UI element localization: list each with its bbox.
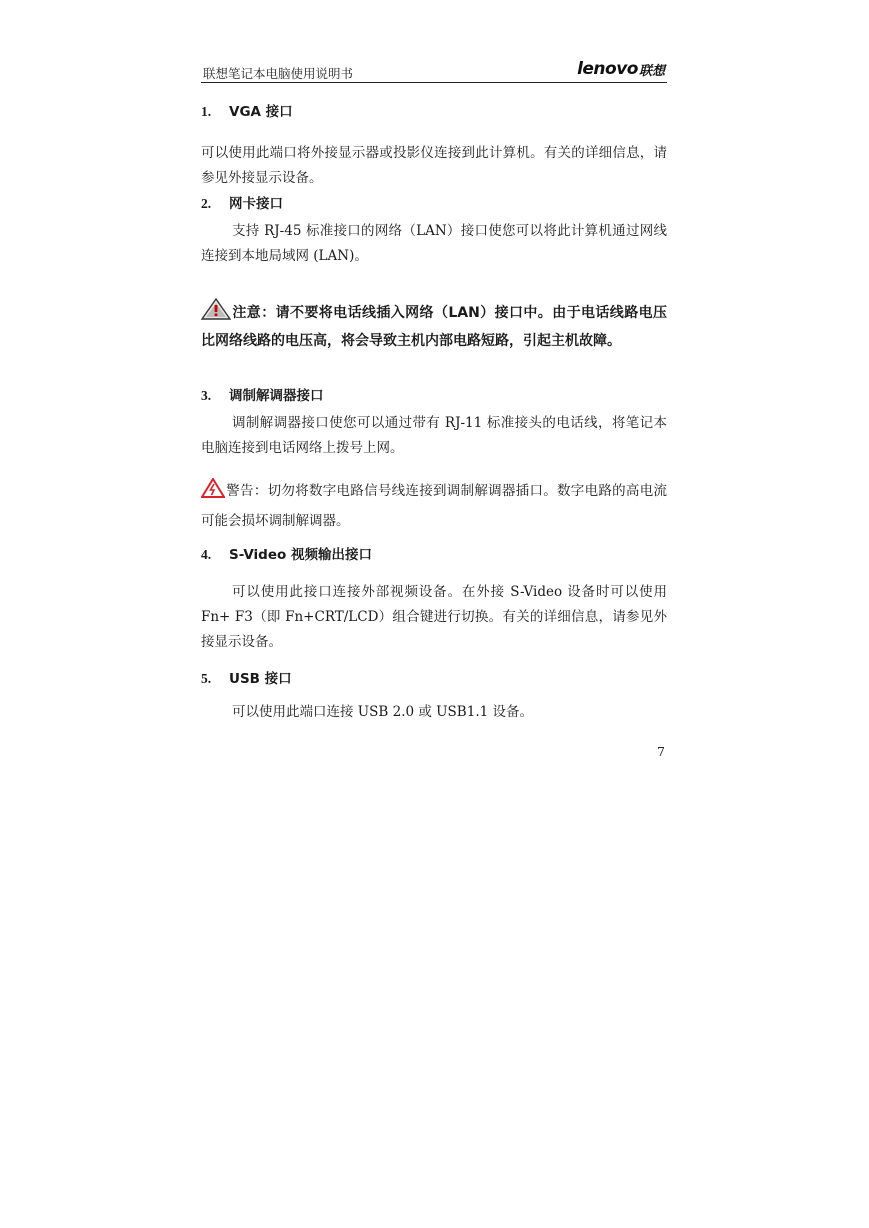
section-vga (201, 101, 667, 191)
high-voltage-warning-icon (201, 478, 225, 508)
section-title: 网卡接口 (229, 196, 283, 212)
warning-note (201, 478, 667, 535)
section-text: 可以使用此端口连接 USB 2.0 或 USB1.1 设备。 (232, 704, 533, 720)
lenovo-logo (577, 58, 665, 80)
section-svideo (201, 544, 667, 655)
section-number: 3. (201, 388, 212, 403)
section-lan (201, 193, 667, 269)
warning-text: 警告：切勿将数字电路信号线连接到调制解调器插口。数字电路的高电流可能会损坏调制解调器。 (201, 483, 667, 529)
caution-text: 注意：请不要将电话线插入网络（LAN）接口中。由于电话线路电压比网络线路的电压高，将会导致主机内部电路短路，引起主机故障。 (201, 305, 667, 349)
section-title: 调制解调器接口 (229, 388, 324, 404)
section-number: 5. (201, 671, 212, 686)
section-text: 可以使用此接口连接外部视频设备。在外接 S-Video 设备时可以使用 Fn+ F3（即 Fn+CRT/LCD）组合键进行切换。有关的详细信息，请参见外接显示设备。 (201, 584, 667, 650)
section-heading (201, 385, 667, 407)
header-title: 联想笔记本电脑使用说明书 (203, 66, 354, 81)
section-text: 支持 RJ-45 标准接口的网络（LAN）接口使您可以将此计算机通过网线连接到本地局域网 (LAN)。 (201, 223, 667, 264)
warning-text-block (201, 478, 667, 535)
section-number: 4. (201, 547, 212, 562)
section-number: 2. (201, 196, 212, 211)
section-text: 调制解调器接口使您可以通过带有 RJ-11 标准接头的电话线，将笔记本电脑连接到电话网络上拨号上网。 (201, 415, 667, 456)
section-heading (201, 193, 667, 215)
page-header (201, 58, 667, 83)
caution-text-block (201, 298, 667, 354)
logo-wordmark: lenovo (577, 59, 638, 79)
section-text: 可以使用此端口将外接显示器或投影仪连接到此计算机。有关的详细信息，请参见外接显示设备。 (201, 145, 667, 186)
section-modem (201, 385, 667, 461)
caution-triangle-icon (201, 298, 231, 329)
section-usb (201, 668, 667, 725)
section-heading (201, 544, 667, 566)
page-number: 7 (657, 744, 665, 759)
section-number: 1. (201, 104, 212, 119)
section-heading (201, 668, 667, 690)
section-title: USB 接口 (229, 671, 292, 687)
section-title: VGA 接口 (229, 104, 293, 120)
section-heading (201, 101, 667, 123)
section-title: S-Video 视频输出接口 (229, 547, 372, 563)
logo-chinese: 联想 (638, 63, 665, 79)
caution-note (201, 298, 667, 354)
